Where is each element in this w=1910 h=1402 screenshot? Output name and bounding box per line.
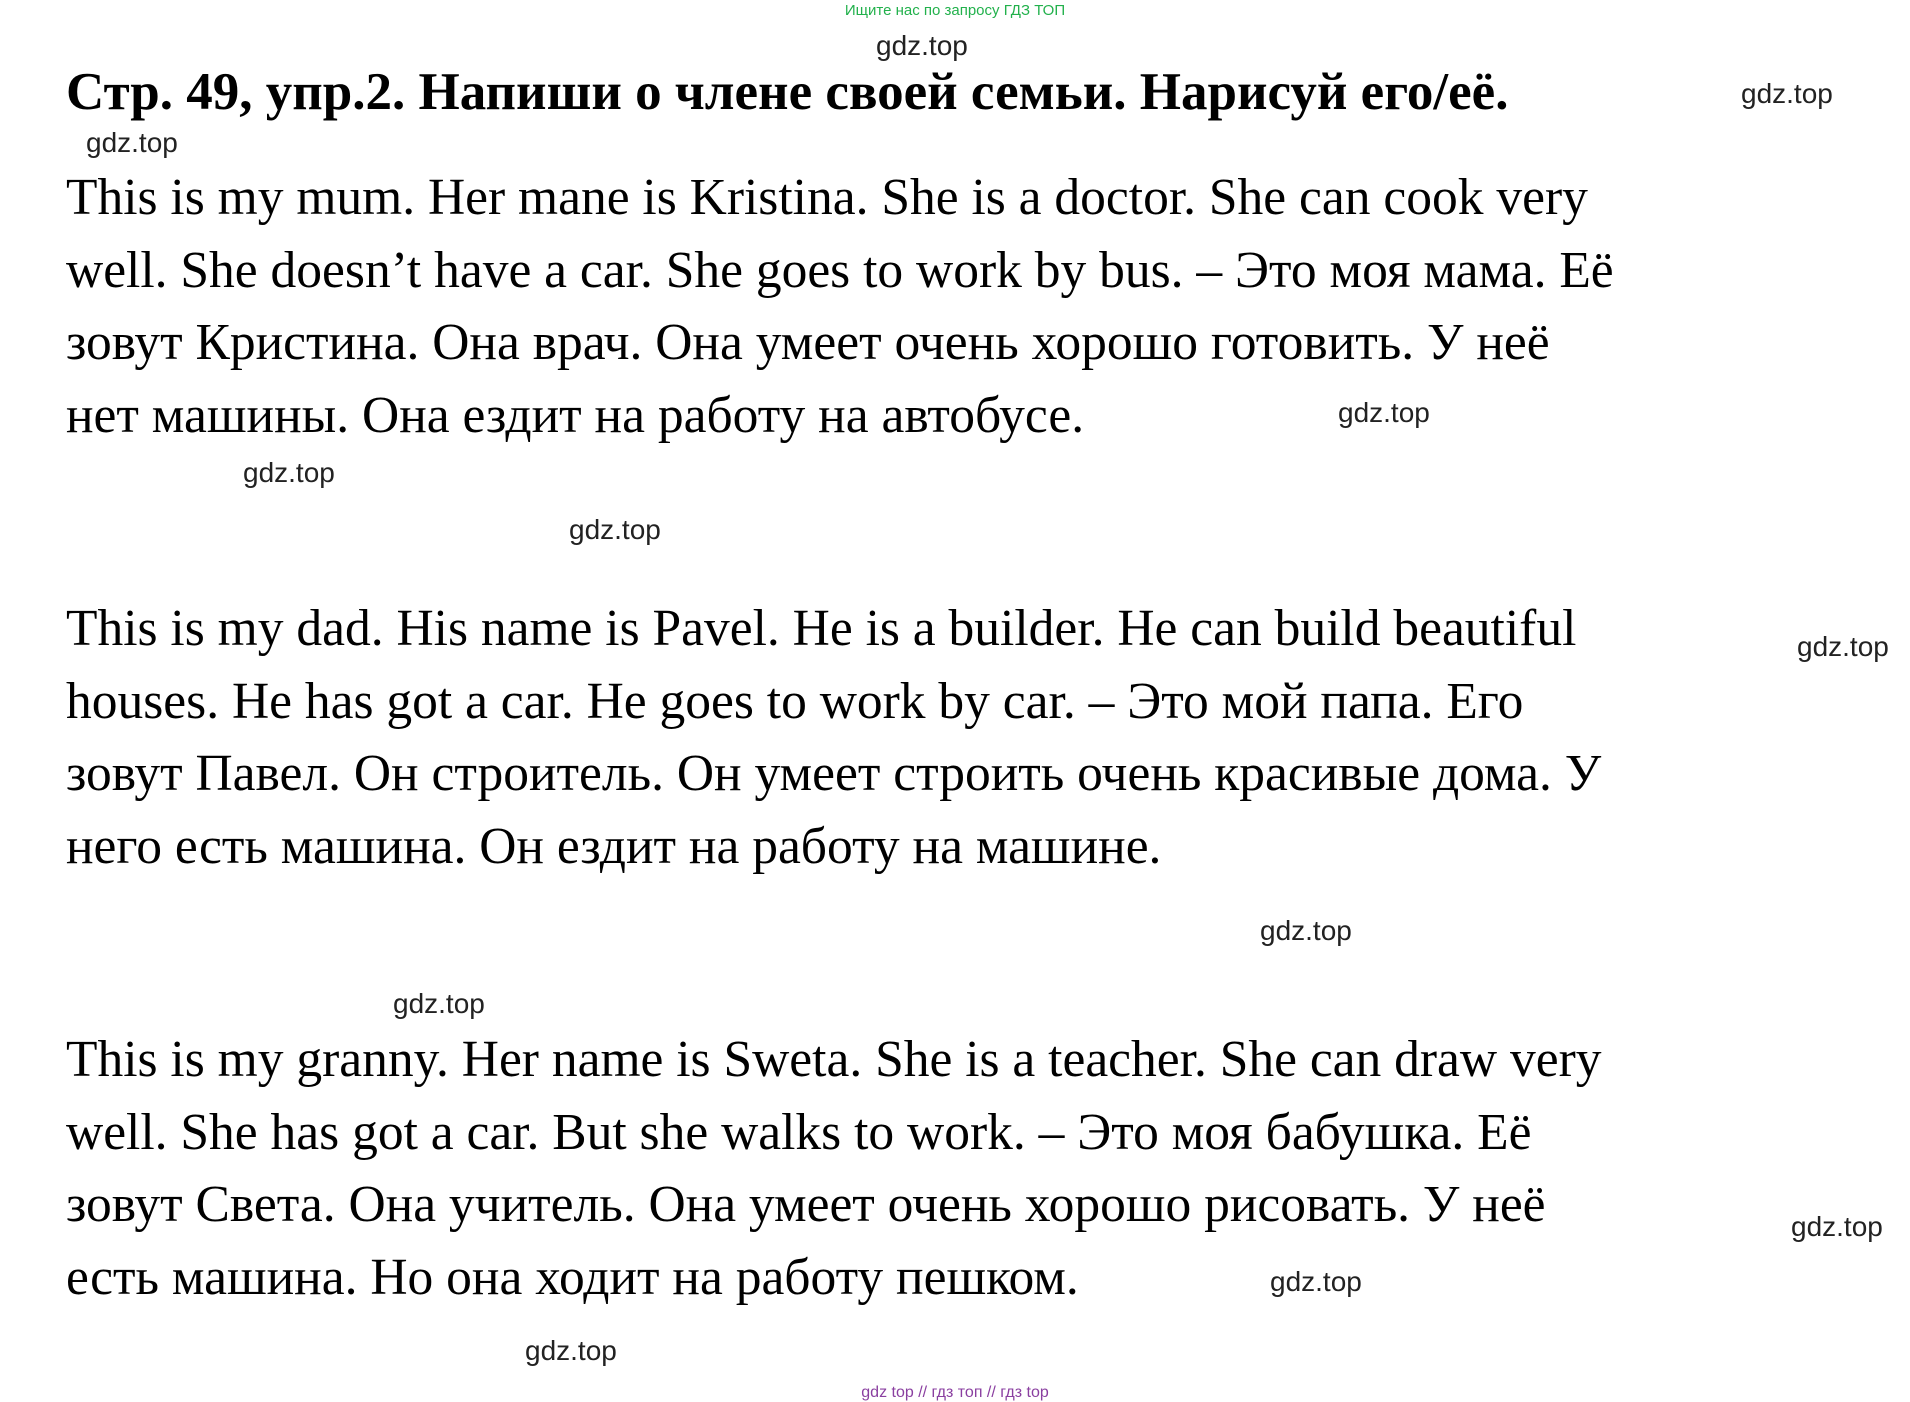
paragraph-line: This is my mum. Her mane is Kristina. She is a doctor. She can cook very [66,169,1588,226]
watermark: gdz.top [1741,78,1833,109]
watermark: gdz.top [525,1335,617,1366]
paragraph-line: нет машины. Она ездит на работу на автобусе. [66,386,1085,444]
paragraph-line: well. She has got a car. But she walks to work. – Это моя бабушка. Её [66,1103,1532,1161]
watermark: gdz.top [243,457,335,488]
top-banner: Ищите нас по запросу ГДЗ ТОП [844,2,1066,19]
paragraph-line: This is my granny. Her name is Sweta. She is a teacher. She can draw very [66,1031,1602,1088]
watermark: gdz.top [1338,397,1430,428]
watermark: gdz.top [1260,915,1352,946]
paragraph-line: есть машина. Но она ходит на работу пешком. [66,1248,1079,1306]
watermark: gdz.top [393,988,485,1019]
watermark: gdz.top [1270,1266,1362,1297]
paragraph-line: зовут Кристина. Она врач. Она умеет очень хорошо готовить. У неё [66,314,1550,371]
watermark: gdz.top [1791,1211,1883,1242]
footer: gdz top // гдз топ // гдз top [861,1384,1049,1401]
paragraph-granny [66,1024,1602,1314]
watermark: gdz.top [569,514,661,545]
paragraph-line: зовут Павел. Он строитель. Он умеет строить очень красивые дома. У [66,745,1602,802]
watermark: gdz.top [86,127,178,158]
paragraph-line: houses. He has got a car. He goes to work by car. – Это мой папа. Его [66,672,1524,730]
watermark: gdz.top [876,30,968,61]
paragraph-line: него есть машина. Он ездит на работу на машине. [66,817,1162,875]
watermark: gdz.top [1797,631,1889,662]
paragraph-line: зовут Света. Она учитель. Она умеет очень хорошо рисовать. У неё [66,1176,1546,1233]
paragraph-dad [66,593,1601,883]
paragraph-line: well. She doesn’t have a car. She goes to work by bus. – Это моя мама. Её [66,241,1614,299]
page-title: Стр. 49, упр.2. Напиши о члене своей семьи. Нарисуй его/её. [66,63,1509,121]
paragraph-line: This is my dad. His name is Pavel. He is a builder. He can build beautiful [66,600,1577,657]
